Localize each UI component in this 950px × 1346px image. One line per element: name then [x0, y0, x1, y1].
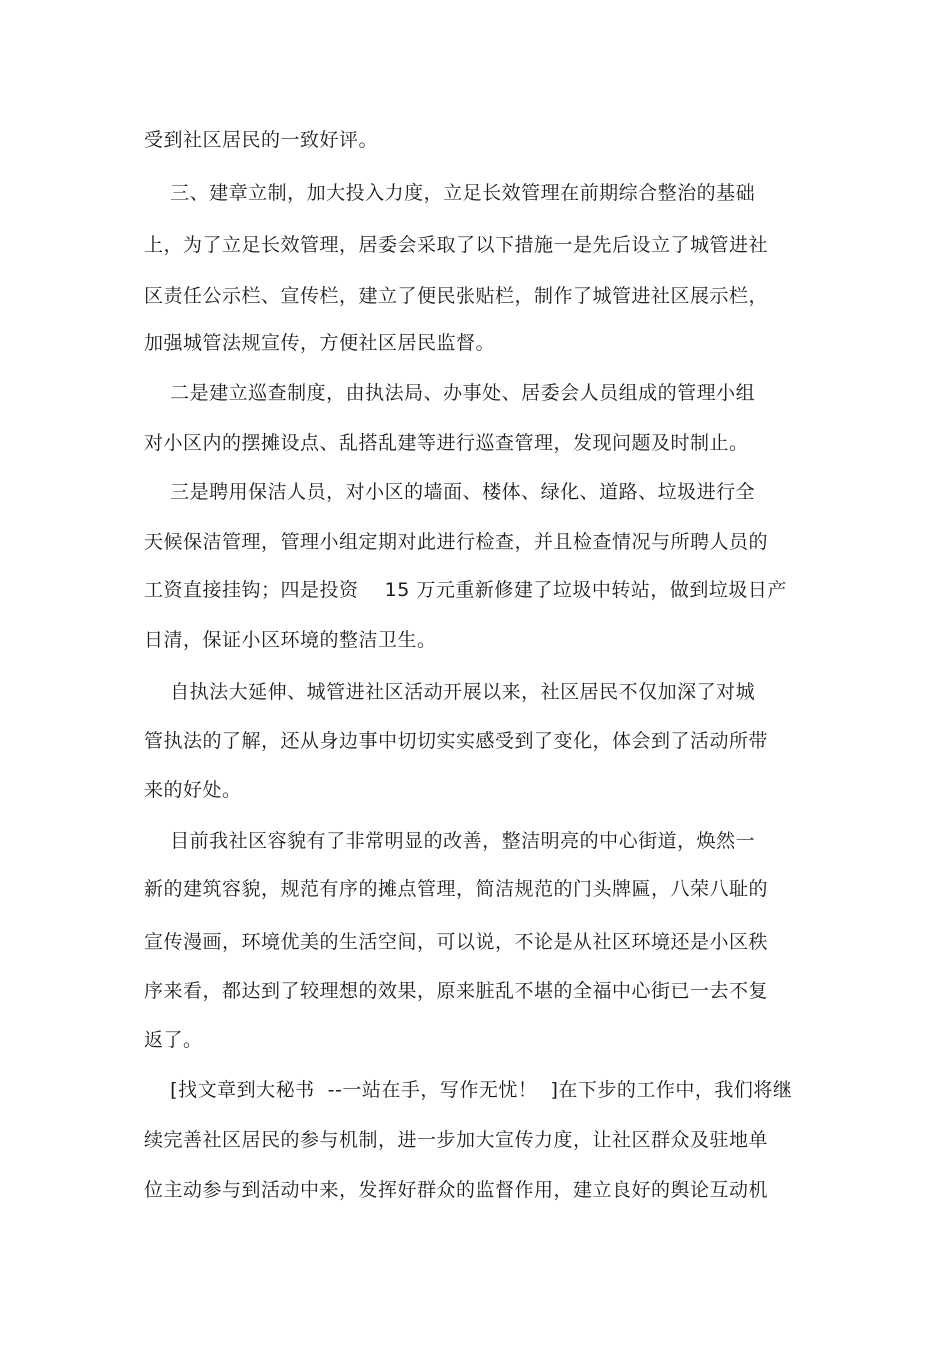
text-line: 日清，保证小区环境的整洁卫生。 [144, 629, 437, 651]
text-line: 三是聘用保洁人员，对小区的墙面、楼体、绿化、道路、垃圾进行全 [144, 481, 756, 503]
text-line: 三、建章立制，加大投入力度，立足长效管理在前期综合整治的基础 [144, 182, 756, 204]
text-line: 加强城管法规宣传，方便社区居民监督。 [144, 332, 496, 354]
text-line: [找文章到大秘书 --一站在手，写作无忧！ ]在下步的工作中，我们将继 [144, 1079, 793, 1101]
text-line: 对小区内的摆摊设点、乱搭乱建等进行巡查管理，发现问题及时制止。 [144, 432, 749, 454]
text-line: 来的好处。 [144, 779, 242, 801]
text-line: 位主动参与到活动中来，发挥好群众的监督作用，建立良好的舆论互动机 [144, 1179, 769, 1201]
text-line: 上，为了立足长效管理，居委会采取了以下措施一是先后设立了城管进社 [144, 234, 769, 256]
text-line: 返了。 [144, 1029, 203, 1051]
text-line: 新的建筑容貌，规范有序的摊点管理，简洁规范的门头牌匾，八荣八耻的 [144, 878, 769, 900]
text-line: 二是建立巡查制度，由执法局、办事处、居委会人员组成的管理小组 [144, 382, 756, 404]
text-line: 续完善社区居民的参与机制，进一步加大宣传力度，让社区群众及驻地单 [144, 1129, 769, 1151]
text-line: 工资直接挂钩；四是投资 15 万元重新修建了垃圾中转站，做到垃圾日产 [144, 579, 787, 601]
text-line: 目前我社区容貌有了非常明显的改善，整洁明亮的中心街道，焕然一 [144, 830, 756, 852]
text-line: 管执法的了解，还从身边事中切切实实感受到了变化，体会到了活动所带 [144, 730, 769, 752]
text-line: 天候保洁管理，管理小组定期对此进行检查，并且检查情况与所聘人员的 [144, 531, 769, 553]
text-line: 宣传漫画，环境优美的生活空间，可以说，不论是从社区环境还是小区秩 [144, 931, 769, 953]
text-line: 区责任公示栏、宣传栏，建立了便民张贴栏，制作了城管进社区展示栏， [144, 285, 769, 307]
text-line: 受到社区居民的一致好评。 [144, 129, 379, 151]
text-line: 自执法大延伸、城管进社区活动开展以来，社区居民不仅加深了对城 [144, 681, 756, 703]
text-line: 序来看，都达到了较理想的效果，原来脏乱不堪的全福中心街已一去不复 [144, 980, 769, 1002]
